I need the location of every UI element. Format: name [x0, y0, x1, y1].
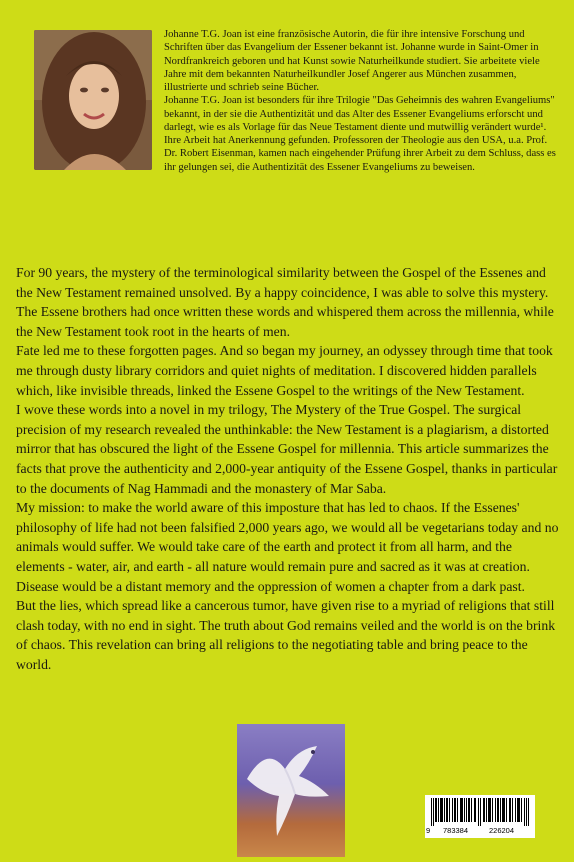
isbn-barcode — [425, 795, 535, 838]
barcode-left-group: 783384 — [443, 826, 469, 835]
author-bio-paragraph: Johanne T.G. Joan ist besonders für ihre Trilogie "Das Geheimnis des wahren Evangeliums" bekannt, in der sie die Authentizität und das Alter des Essener Evangeliums erforscht und darlegt, wie es als Vorlage für das Neue Testament diente und mutwillig verändert wurde¹. Ihre Arbeit hat Anerkennung gefunden. Professoren der Theologie aus den USA, u.a. Prof. Dr. Robert Eisenman, kamen nach eingehender Prüfung ihrer Arbeit zu dem Schluss, dass es ihr gelungen sei, die Authentizität des Essener Evangeliums zu beweisen. — [164, 95, 556, 173]
blurb-paragraph: My mission: to make the world aware of this imposture that has led to chaos. If the Essenes' philosophy of life had not been falsified 2,000 years ago, we would all be vegetarians today and no animals would suffer. We would take care of the earth and protect it from all harm, and the elements - water, air, and earth - all nature would remain pure and sacred as it was at creation. Disease would be a distant memory and the oppression of women a chapter from a dark past. — [16, 500, 559, 594]
author-photo — [34, 30, 152, 170]
dove-illustration — [237, 724, 345, 857]
blurb-paragraph: Fate led me to these forgotten pages. And so began my journey, an odyssey through time that took me through dusty library corridors and quiet nights of meditation. I discovered hidden parallels which, like invisible threads, linked the Essene Gospel to the writings of the New Testament. — [16, 343, 553, 398]
author-bio — [164, 28, 560, 174]
blurb-paragraph: For 90 years, the mystery of the terminological similarity between the Gospel of the Essenes and the New Testament remained unsolved. By a happy coincidence, I was able to solve this mystery. The Essene brothers had once written these words and whispered them across the millennia, while the New Testament took root in the hearts of men. — [16, 265, 554, 339]
blurb-paragraph: But the lies, which spread like a cancerous tumor, have given rise to a myriad of religions that still clash today, with no end in sight. The truth about God remains veiled and the world is on the brink of chaos. This revelation can bring all religions to the negotiating table and bring peace to the world. — [16, 598, 556, 672]
barcode-right-group: 226204 — [489, 826, 515, 835]
back-cover-blurb — [16, 263, 561, 674]
barcode-lead-digit: 9 — [426, 826, 431, 835]
blurb-paragraph: I wove these words into a novel in my trilogy, The Mystery of the True Gospel. The surgical precision of my research revealed the unthinkable: the New Testament is a plagiarism, a distorted mirror that has obscured the light of the Essene Gospel for millennia. This article summarizes the facts that prove the authenticity and 2,000-year antiquity of the Essene Gospel, thanks in particular to the documents of Nag Hammadi and the monastery of Mar Saba. — [16, 402, 558, 496]
barcode-bars — [431, 798, 529, 826]
author-bio-paragraph: Johanne T.G. Joan ist eine französische Autorin, die für ihre intensive Forschung und Schriften über das Evangelium der Essener bekannt ist. Johanne wurde in Saint-Omer in Nordfrankreich geboren und hat Kunst sowie Naturheilkunde studiert. Sie arbeitete viele Jahre mit dem bekannten Naturheilkundler Josef Angerer aus München zusammen, illustrierte und schrieb seine Bücher. — [164, 29, 540, 93]
